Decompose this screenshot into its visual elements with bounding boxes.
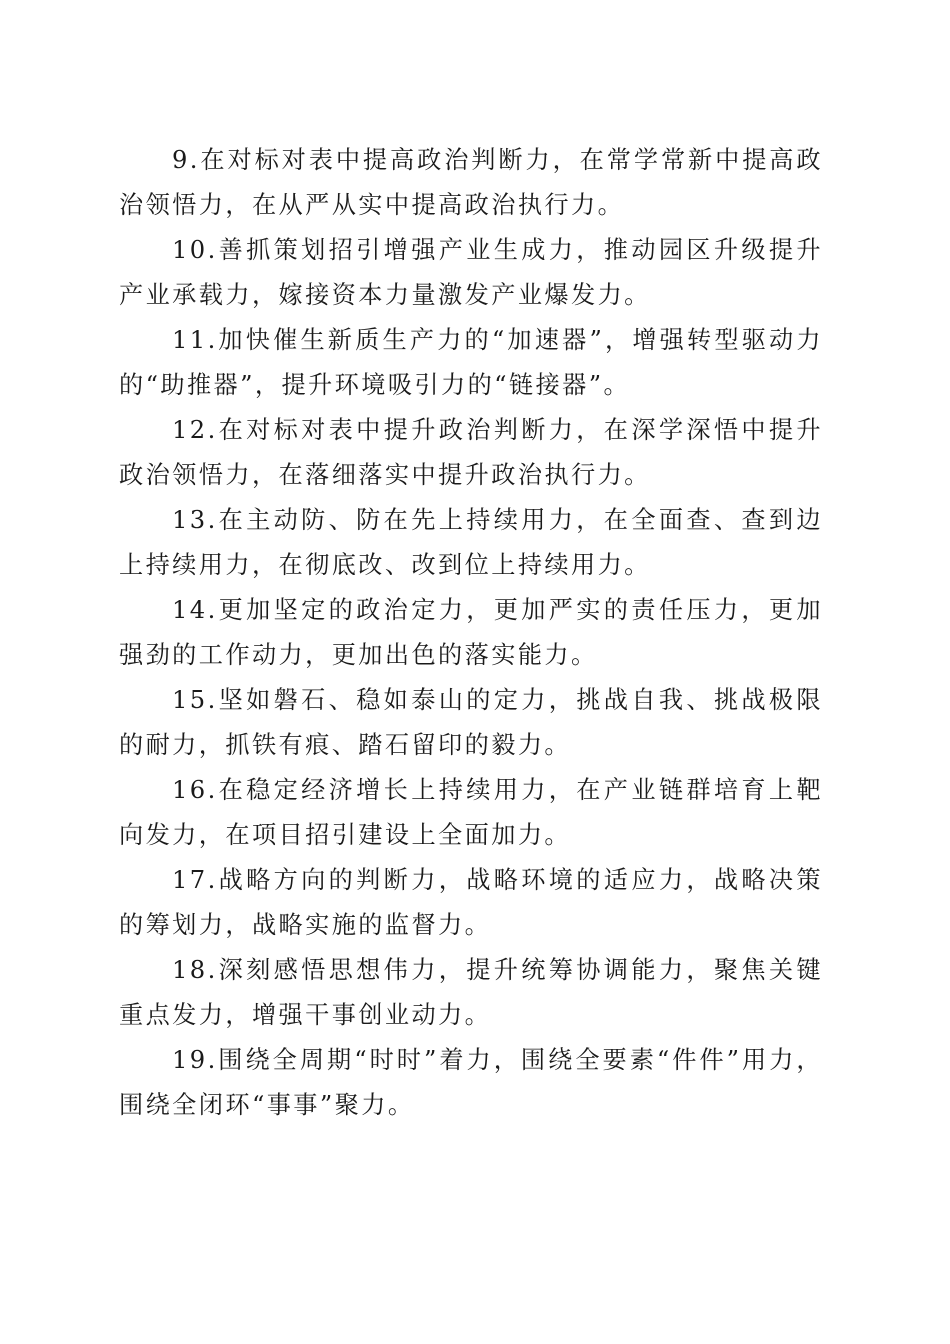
paragraph-18: 18.深刻感悟思想伟力，提升统筹协调能力，聚焦关键重点发力，增强干事创业动力。 xyxy=(119,956,823,1029)
paragraph-11: 11.加快催生新质生产力的“加速器”，增强转型驱动力的“助推器”，提升环境吸引力的“链接器”。 xyxy=(119,326,823,399)
paragraph-12: 12.在对标对表中提升政治判断力，在深学深悟中提升政治领悟力，在落细落实中提升政治执行力。 xyxy=(119,416,823,489)
paragraph-15: 15.坚如磐石、稳如泰山的定力，挑战自我、挑战极限的耐力，抓铁有痕、踏石留印的毅力。 xyxy=(119,686,823,759)
paragraph-19: 19.围绕全周期“时时”着力，围绕全要素“件件”用力，围绕全闭环“事事”聚力。 xyxy=(119,1046,823,1119)
paragraph-10: 10.善抓策划招引增强产业生成力，推动园区升级提升产业承载力，嫁接资本力量激发产业爆发力。 xyxy=(119,236,823,309)
paragraph-17: 17.战略方向的判断力，战略环境的适应力，战略决策的筹划力，战略实施的监督力。 xyxy=(119,866,823,939)
document-body xyxy=(119,138,823,1128)
paragraph-9: 9.在对标对表中提高政治判断力，在常学常新中提高政治领悟力，在从严从实中提高政治执行力。 xyxy=(119,146,823,219)
paragraph-14: 14.更加坚定的政治定力，更加严实的责任压力，更加强劲的工作动力，更加出色的落实能力。 xyxy=(119,596,823,669)
paragraph-13: 13.在主动防、防在先上持续用力，在全面查、查到边上持续用力，在彻底改、改到位上持续用力。 xyxy=(119,506,823,579)
paragraph-16: 16.在稳定经济增长上持续用力，在产业链群培育上靶向发力，在项目招引建设上全面加力。 xyxy=(119,776,823,849)
